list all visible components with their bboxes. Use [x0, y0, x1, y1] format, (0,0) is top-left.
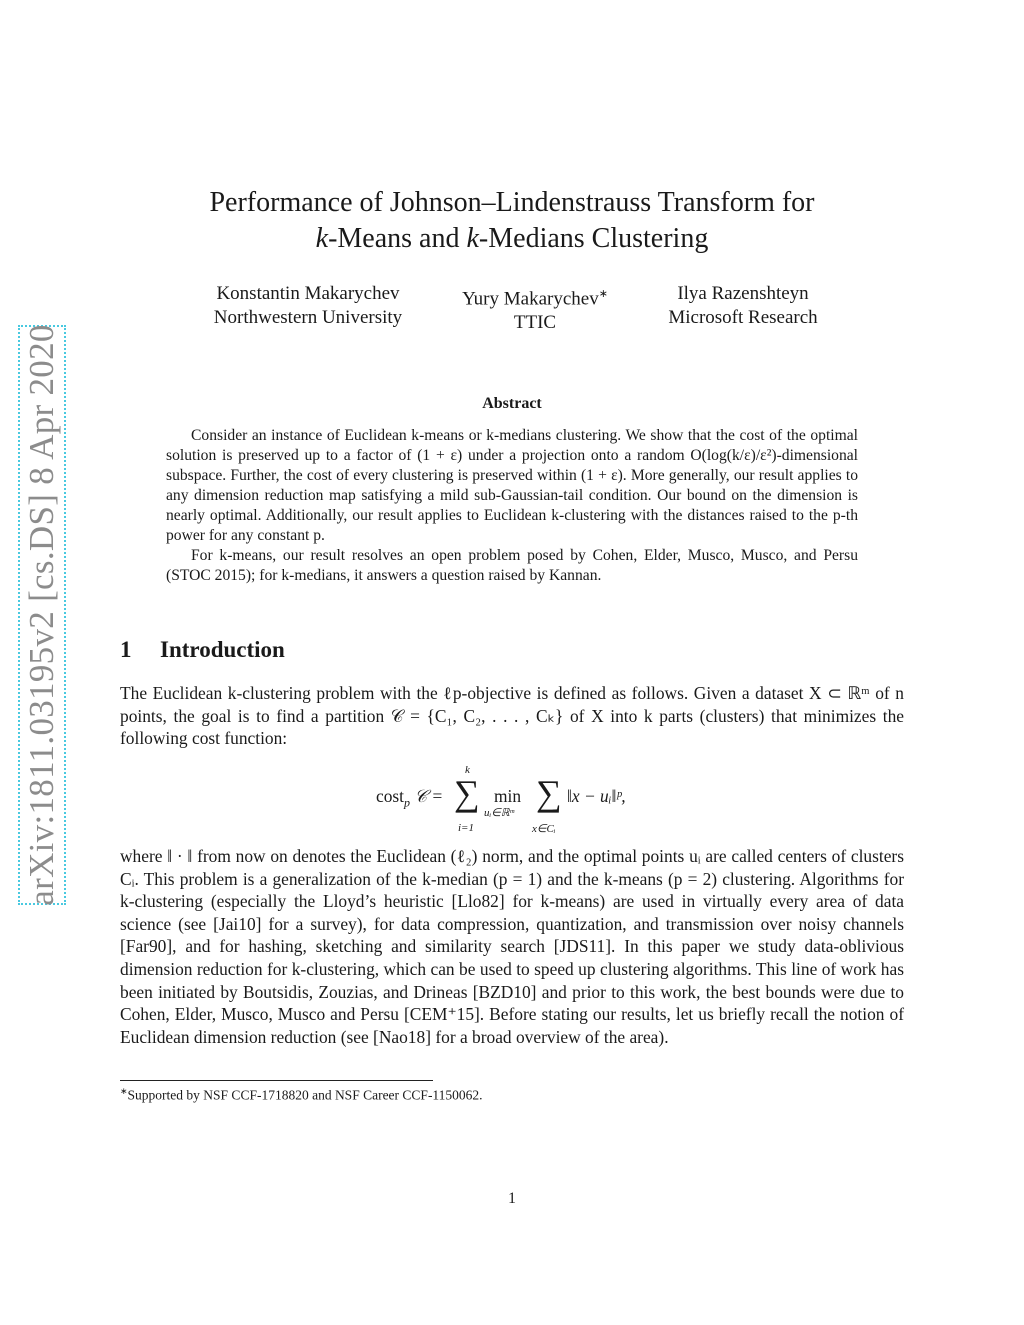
author-name: Ilya Razenshteyn	[677, 283, 809, 304]
author-affiliation: TTIC	[513, 312, 557, 334]
section-title: Introduction	[160, 637, 285, 662]
norm-term: ‖x − uᵢ‖ᵖ,	[567, 786, 626, 806]
author-1	[193, 282, 423, 330]
author-affiliation: Northwestern University	[213, 307, 403, 328]
author-affiliation: Microsoft Research	[668, 307, 818, 328]
intro-paragraph-1: The Euclidean k-clustering problem with the ℓp-objective is defined as follows. Given a dataset X ⊂ ℝᵐ of n points, the goal is to find a partition 𝒞 = {C₁, C₂, . . . , Cₖ} of X into k parts (clusters) that minimizes the following cost function:	[120, 683, 904, 749]
author-3	[650, 282, 836, 330]
equation-lhs: cost$_p$ 𝒞 =	[376, 786, 444, 810]
abstract-paragraph-2: For k-means, our result resolves an open problem posed by Cohen, Elder, Musco, Musco, and Persu (STOC 2015); for k-medians, it answers a question raised by Kannan.	[166, 547, 858, 584]
sum-lower-limit: i=1	[458, 822, 474, 834]
author-name: Yury Makarychev∗	[462, 288, 608, 310]
summation-symbol-2: ∑	[536, 773, 562, 813]
title-line-2: k-Means and k-Medians Clustering	[315, 223, 709, 254]
summation-symbol: ∑	[454, 773, 480, 813]
cost-equation	[120, 762, 904, 835]
section-heading	[120, 637, 285, 663]
min-operator: min	[494, 786, 522, 806]
paper-title	[120, 185, 904, 257]
footnote-mark: ∗	[120, 1086, 128, 1096]
abstract-body	[166, 426, 858, 586]
footnote	[120, 1086, 483, 1104]
min-subscript: uᵢ∈ℝᵐ	[484, 807, 515, 819]
author-2	[440, 282, 630, 335]
author-name: Konstantin Makarychev	[216, 283, 400, 304]
abstract-heading: Abstract	[482, 395, 542, 412]
footnote-rule	[120, 1080, 433, 1081]
footnote-mark: ∗	[598, 288, 608, 300]
inner-sum-lower-limit: x∈Cᵢ	[532, 823, 556, 835]
page-number: 1	[508, 1190, 516, 1207]
arxiv-side-stamp	[18, 325, 66, 905]
footnote-text: Supported by NSF CCF-1718820 and NSF Career CCF-1150062.	[127, 1087, 483, 1103]
sum-upper-limit: k	[465, 764, 470, 776]
section-number: 1	[120, 637, 132, 662]
title-line-1: Performance of Johnson–Lindenstrauss Transform for	[209, 187, 815, 218]
intro-paragraph-2: where ‖ · ‖ from now on denotes the Euclidean (ℓ₂) norm, and the optimal points uᵢ are called centers of clusters Cᵢ. This problem is a generalization of the k-median (p = 1) and the k-means (p = 2) clustering. Algorithms for k-clustering (especially the Lloyd’s heuristic [Llo82] for k-means) are used in virtually every area of data science (see [Jai10] for a survey), for data compression, quantization, and transmission over noisy channels [Far90], and for hashing, sketching and similarity search [JDS11]. In this paper we study data-oblivious dimension reduction for k-clustering, which can be used to speed up clustering algorithms. This line of work has been initiated by Boutsidis, Zouzias, and Drineas [BZD10] and prior to this work, the best bounds were due to Cohen, Elder, Musco, Musco and Persu [CEM⁺15]. Before stating our results, let us briefly recall the notion of Euclidean dimension reduction (see [Nao18] for a broad overview of the area).	[120, 846, 904, 1047]
arxiv-identifier: arXiv:1811.03195v2 [cs.DS] 8 Apr 2020	[22, 324, 61, 906]
abstract-paragraph-1: Consider an instance of Euclidean k-means or k-medians clustering. We show that the cost of the optimal solution is preserved up to a factor of (1 + ε) under a projection onto a random O(log(k/ε)/ε²)-dimensional subspace. Further, the cost of every clustering is preserved within (1 + ε). More generally, our result applies to any dimension reduction map satisfying a mild sub-Gaussian-tail condition. Our bound on the dimension is nearly optimal. Additionally, our result applies to Euclidean k-clustering with the distances raised to the p-th power for any constant p.	[166, 427, 858, 544]
